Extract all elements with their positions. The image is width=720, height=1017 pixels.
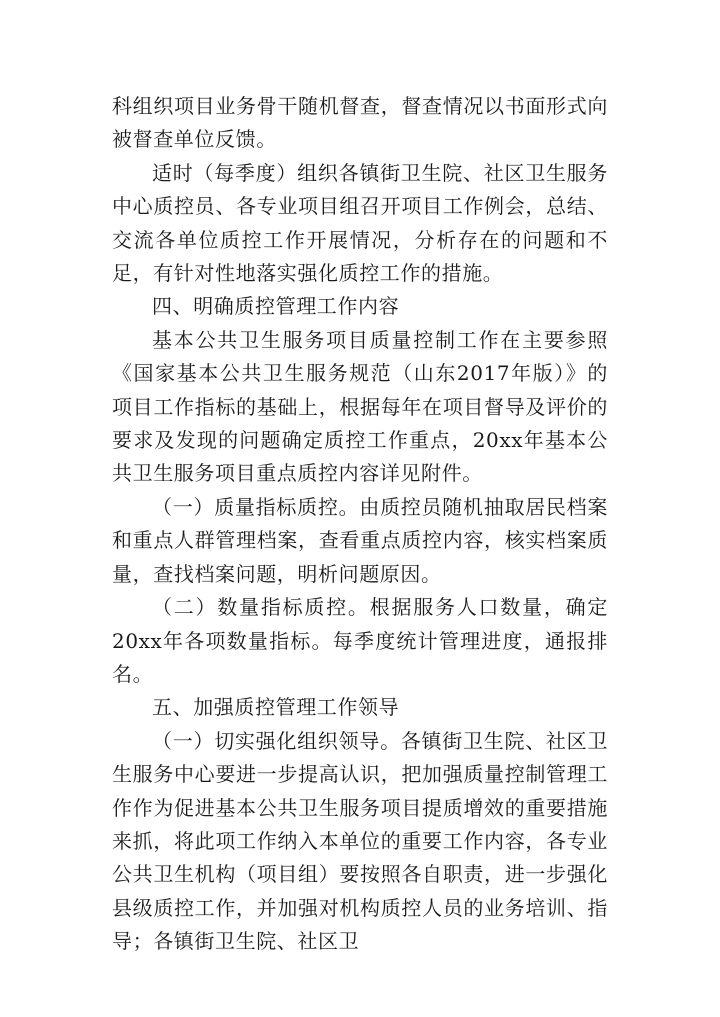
paragraph-quantity-indicators: （二）数量指标质控。根据服务人口数量，确定20xx年各项数量指标。每季度统计管理进度，通报排名。 [112, 595, 608, 686]
section-heading-5: 五、加强质控管理工作领导 [152, 695, 400, 720]
section-heading-4: 四、明确质控管理工作内容 [152, 294, 400, 319]
paragraph-quality-indicators: （一）质量指标质控。由质控员随机抽取居民档案和重点人群管理档案，查看重点质控内容，核实档案质量，查找档案问题，明析问题原因。 [112, 494, 608, 586]
paragraph-continuation: 科组织项目业务骨干随机督查，督查情况以书面形式向被督查单位反馈。 [112, 94, 608, 152]
paragraph-quarterly-meeting: 适时（每季度）组织各镇街卫生院、社区卫生服务中心质控员、各专业项目组召开项目工作例会，总结、交流各单位质控工作开展情况，分析存在的问题和不足，有针对性地落实强化质控工作的措施。 [112, 160, 608, 286]
paragraph-basic-content: 基本公共卫生服务项目质量控制工作在主要参照《国家基本公共卫生服务规范（山东2017年版）》的项目工作指标的基础上，根据每年在项目督导及评价的要求及发现的问题确定质控工作重点，20xx年基本公共卫生服务项目重点质控内容详见附件。 [112, 327, 608, 486]
paragraph-leadership: （一）切实强化组织领导。各镇街卫生院、社区卫生服务中心要进一步提高认识，把加强质量控制管理工作作为促进基本公共卫生服务项目提质增效的重要措施来抓，将此项工作纳入本单位的重要工作内容，各专业公共卫生机构（项目组）要按照各自职责，进一步强化县级质控工作，并加强对机构质控人员的业务培训、指导；各镇街卫生院、社区卫 [112, 728, 608, 954]
document-body [112, 90, 608, 959]
